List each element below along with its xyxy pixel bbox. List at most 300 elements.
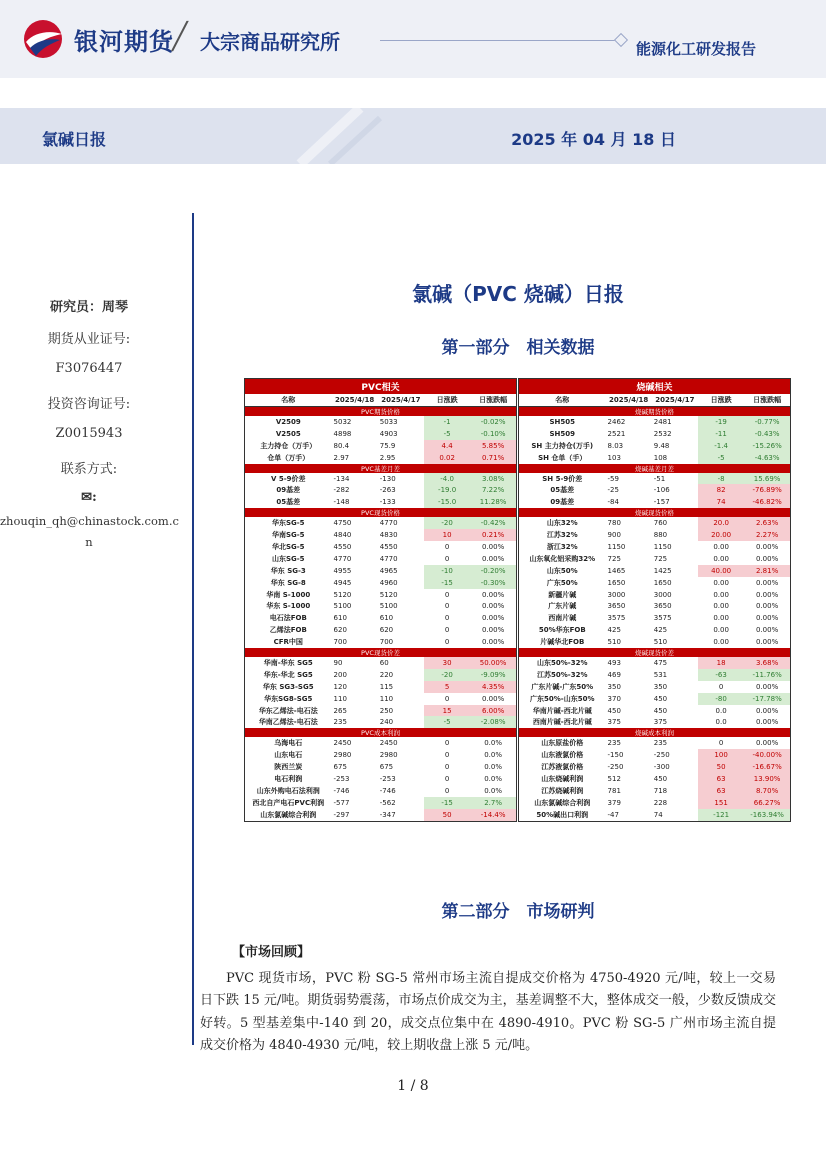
column-header: 日涨跌幅: [470, 394, 516, 407]
row-value: 0.00: [713, 638, 729, 647]
row-value: 3575: [607, 614, 626, 623]
row-value: 120: [333, 682, 347, 691]
page-header: [0, 0, 826, 78]
row-name: 华南-华东 SG5: [263, 658, 313, 667]
row-value: 0: [444, 763, 450, 772]
cert1-number: F3076447: [55, 361, 123, 376]
table-row: [245, 669, 517, 681]
group-header-row: [245, 728, 517, 737]
group-header: 烧碱现货价格: [519, 508, 791, 517]
row-value: 74: [698, 496, 744, 508]
group-header-row: [519, 508, 791, 517]
row-name: 江苏50%-32%: [537, 670, 588, 679]
row-value: 725: [653, 554, 668, 563]
row-value: 8.70%: [744, 785, 790, 797]
column-header: 名称: [519, 394, 606, 407]
table-row: [519, 529, 791, 541]
row-value: 350: [607, 682, 621, 691]
row-value: 0: [444, 694, 450, 703]
row-value: -15.26%: [744, 440, 790, 452]
row-value: 18: [698, 657, 744, 669]
row-name: 广东片碱-广东50%: [531, 682, 594, 691]
column-header: 日涨跌: [698, 394, 744, 407]
row-value: -253: [333, 774, 350, 783]
row-value: 250: [379, 706, 394, 715]
row-value: 0.00: [713, 626, 729, 635]
row-value: -0.30%: [470, 577, 516, 589]
row-value: 20.00: [698, 529, 744, 541]
table-row: [245, 428, 517, 440]
row-name: 江苏液氯价格: [541, 763, 584, 772]
row-value: 350: [653, 682, 668, 691]
column-header-row: [519, 394, 791, 407]
row-value: 469: [607, 670, 621, 679]
row-value: 700: [333, 638, 347, 647]
row-name: 05基差: [276, 498, 301, 507]
row-value: 0.00%: [755, 706, 779, 715]
row-name: 乌海电石: [274, 739, 303, 748]
row-name: 江苏32%: [546, 531, 578, 540]
row-name: 西南片碱-西北片碱: [532, 718, 592, 727]
table-row: [519, 669, 791, 681]
row-value: 0.00%: [481, 626, 505, 635]
table-row: [245, 749, 517, 761]
row-name: 山东电石: [274, 751, 303, 760]
row-value: 110: [379, 694, 394, 703]
row-value: -5: [698, 452, 744, 464]
row-value: 4955: [333, 566, 352, 575]
row-value: -16.67%: [744, 761, 790, 773]
diamond-ornament-icon: [614, 33, 628, 47]
row-value: 610: [333, 614, 347, 623]
row-value: -20: [424, 669, 470, 681]
table-row: [245, 716, 517, 728]
table-row: [519, 737, 791, 749]
title-band: [0, 108, 826, 164]
row-value: 2450: [379, 739, 398, 748]
row-value: -15: [424, 797, 470, 809]
table-row: [519, 452, 791, 464]
row-value: -2.08%: [470, 716, 516, 728]
row-value: 66.27%: [744, 797, 790, 809]
row-name: 乙烯法FOB: [269, 626, 307, 635]
row-value: 0: [444, 751, 450, 760]
row-value: 5032: [333, 417, 352, 426]
column-header-row: [245, 394, 517, 407]
report-type: 能源化工研发报告: [636, 40, 757, 58]
group-header: PVC现货价格: [245, 508, 517, 517]
row-value: 50: [698, 761, 744, 773]
group-header-row: [245, 464, 517, 473]
row-value: -0.10%: [470, 428, 516, 440]
table-row: [519, 657, 791, 669]
row-value: 5120: [333, 590, 352, 599]
row-value: -746: [333, 786, 350, 795]
row-value: -148: [333, 498, 350, 507]
row-name: 05基差: [550, 486, 575, 495]
row-value: 0.0: [715, 718, 727, 727]
row-value: 4903: [379, 429, 398, 438]
table-row: [519, 612, 791, 624]
row-value: 0.02: [424, 452, 470, 464]
group-header-row: [519, 648, 791, 657]
row-value: -11.76%: [744, 669, 790, 681]
row-name: SH 仓单（手）: [538, 453, 587, 462]
row-value: 0.0%: [484, 739, 503, 748]
row-name: 广东片碱: [548, 602, 577, 611]
column-header: 日涨跌: [424, 394, 470, 407]
row-name: 50%碱出口利润: [536, 810, 589, 819]
row-value: 235: [333, 718, 347, 727]
table-title-row: [245, 379, 517, 395]
group-header: PVC成本利润: [245, 728, 517, 737]
row-value: 675: [379, 763, 394, 772]
row-value: 0.00%: [755, 590, 779, 599]
row-value: 379: [607, 798, 621, 807]
row-value: 4770: [379, 519, 398, 528]
row-value: -40.00%: [744, 749, 790, 761]
row-value: 0: [718, 682, 724, 691]
row-value: 20.0: [698, 517, 744, 529]
row-value: 3575: [653, 614, 672, 623]
row-name: 华东 SG3-SG5: [262, 682, 314, 691]
row-value: 725: [607, 554, 621, 563]
row-value: 0.00%: [481, 614, 505, 623]
row-value: -47: [607, 810, 619, 819]
table-title: PVC相关: [245, 379, 517, 395]
row-value: -14.4%: [470, 809, 516, 821]
table-row: [245, 624, 517, 636]
row-value: -5: [424, 716, 470, 728]
row-name: 华东SG8-SG5: [264, 694, 313, 703]
table-row: [519, 440, 791, 452]
group-header: 烧碱期货价格: [519, 407, 791, 417]
row-value: 531: [653, 670, 668, 679]
row-value: -76.89%: [744, 484, 790, 496]
table-row: [245, 416, 517, 428]
group-header: PVC现货价差: [245, 648, 517, 657]
row-value: -9.09%: [470, 669, 516, 681]
row-value: -84: [607, 498, 619, 507]
email-line-1[interactable]: zhouqin_qh@chinastock.com.c: [0, 514, 179, 528]
row-value: 425: [653, 626, 668, 635]
email-line-2[interactable]: n: [85, 535, 93, 549]
row-value: 0.0%: [484, 774, 503, 783]
row-value: 700: [379, 638, 394, 647]
table-row: [245, 440, 517, 452]
row-name: 华南乙烯法-电石法: [258, 718, 318, 727]
row-name: 山东氯碱综合利润: [260, 810, 317, 819]
row-value: 620: [379, 626, 394, 635]
row-value: 375: [653, 718, 668, 727]
row-name: 山东液氯价格: [541, 751, 584, 760]
table-row: [519, 428, 791, 440]
row-value: 8.03: [607, 441, 624, 450]
row-value: 4830: [379, 531, 398, 540]
row-value: 0.00: [713, 578, 729, 587]
table-title-row: [519, 379, 791, 395]
row-value: 151: [698, 797, 744, 809]
group-header: 烧碱成本利润: [519, 728, 791, 737]
table-row: [519, 416, 791, 428]
table-row: [519, 809, 791, 821]
row-value: 0.00: [713, 542, 729, 551]
row-value: 4750: [333, 519, 352, 528]
row-value: 0.0%: [484, 751, 503, 760]
row-value: 1465: [607, 566, 626, 575]
row-name: 山东外购电石法利润: [256, 786, 320, 795]
row-value: 40.00: [698, 565, 744, 577]
row-value: 4965: [379, 566, 398, 575]
row-value: 2481: [653, 417, 672, 426]
row-value: 0.00%: [481, 694, 505, 703]
row-name: 西南片碱: [548, 614, 577, 623]
row-value: 1425: [653, 566, 672, 575]
report-date: 2025 年 04 月 18 日: [511, 130, 676, 149]
table-row: [519, 705, 791, 717]
row-value: -577: [333, 798, 350, 807]
row-value: -5: [424, 428, 470, 440]
table-row: [245, 541, 517, 553]
row-value: 2532: [653, 429, 672, 438]
table-row: [519, 749, 791, 761]
row-value: 0.00: [713, 590, 729, 599]
table-row: [519, 496, 791, 508]
row-name: 新疆片碱: [548, 590, 577, 599]
row-value: -25: [607, 486, 619, 495]
row-value: 0: [444, 554, 450, 563]
row-name: 华东 SG-8: [270, 578, 306, 587]
row-value: 0.00%: [755, 739, 779, 748]
table-row: [245, 737, 517, 749]
table-row: [519, 636, 791, 648]
group-header-row: [245, 648, 517, 657]
part2-heading: 第二部分 市场研判: [441, 902, 595, 922]
email-icon: ✉:: [81, 490, 97, 505]
group-header: 烧碱现货价差: [519, 648, 791, 657]
row-value: -20: [424, 517, 470, 529]
row-value: 760: [653, 519, 668, 528]
row-name: 山东氧化铝采购32%: [529, 554, 596, 563]
row-value: -59: [607, 474, 619, 483]
row-value: -19.0: [424, 484, 470, 496]
column-header: 名称: [245, 394, 332, 407]
column-header: 2025/4/17: [652, 394, 698, 407]
header-divider: ╱: [172, 22, 188, 52]
row-name: 山东50%: [546, 566, 578, 575]
table-row: [519, 473, 791, 485]
table-row: [245, 705, 517, 717]
table-row: [519, 600, 791, 612]
row-value: -562: [379, 798, 396, 807]
row-value: -17.78%: [744, 693, 790, 705]
row-value: 450: [607, 706, 621, 715]
row-name: 山东32%: [546, 519, 578, 528]
table-row: [519, 565, 791, 577]
row-value: -4.63%: [744, 452, 790, 464]
row-name: 电石法FOB: [269, 614, 307, 623]
row-value: 80.4: [333, 441, 350, 450]
table-row: [519, 517, 791, 529]
contact-label: 联系方式:: [60, 462, 118, 477]
row-value: 780: [607, 519, 621, 528]
row-value: 63: [698, 773, 744, 785]
row-name: 华东SG-5: [271, 519, 305, 528]
row-name: SH 主力持仓(万手): [531, 441, 594, 450]
row-value: 2980: [379, 751, 398, 760]
row-value: 1150: [607, 542, 626, 551]
row-value: 718: [653, 786, 668, 795]
row-value: 450: [653, 774, 668, 783]
row-value: 0.00%: [755, 718, 779, 727]
row-name: 华东 SG-3: [270, 566, 306, 575]
row-value: 108: [653, 453, 668, 462]
row-value: 74: [653, 810, 663, 819]
column-header: 2025/4/18: [332, 394, 378, 407]
row-value: 0.21%: [470, 529, 516, 541]
table-row: [245, 529, 517, 541]
row-value: 510: [653, 638, 668, 647]
row-value: 0.00: [713, 602, 729, 611]
row-value: 75.9: [379, 441, 396, 450]
row-value: 0: [444, 774, 450, 783]
row-value: 220: [379, 670, 394, 679]
row-value: 235: [607, 739, 621, 748]
row-value: 510: [607, 638, 621, 647]
market-review-paragraph: PVC 现货市场，PVC 粉 SG-5 常州市场主流自提成交价格为 4750-4920 元/吨，较上一交易日下跌 15 元/吨。期货弱势震荡，市场点价成交为主，基差调整不大，整体成交一般，少数反馈成交好转。5 型基差集中-140 到 20，成交点位集中在 4890-4910。PVC 粉 SG-5 广州市场主流自提成交价格为 4840-4930 元/吨，较上期收盘上涨 5 元/吨。: [200, 971, 776, 1054]
row-value: 0.00: [713, 554, 729, 563]
row-value: 0.00%: [481, 602, 505, 611]
galaxy-logo-icon: [22, 18, 64, 60]
row-value: 235: [653, 739, 668, 748]
row-name: 仓单（万手）: [267, 453, 310, 462]
row-value: -263: [379, 486, 396, 495]
row-name: 山东原盐价格: [541, 739, 584, 748]
row-value: -282: [333, 486, 350, 495]
row-value: 63: [698, 785, 744, 797]
cert2-number: Z0015943: [55, 426, 123, 441]
group-header-row: [245, 407, 517, 417]
row-value: -250: [607, 763, 624, 772]
row-value: 0: [444, 614, 450, 623]
row-value: 2521: [607, 429, 626, 438]
institute-name: 大宗商品研究所: [200, 30, 340, 54]
row-value: 900: [607, 531, 621, 540]
table-row: [519, 577, 791, 589]
table-row: [519, 761, 791, 773]
row-value: -300: [653, 763, 670, 772]
row-value: 0.0%: [484, 786, 503, 795]
row-value: 0.00%: [755, 602, 779, 611]
table-row: [245, 693, 517, 705]
table-row: [519, 693, 791, 705]
row-value: 4898: [333, 429, 352, 438]
row-value: 5120: [379, 590, 398, 599]
row-value: 620: [333, 626, 347, 635]
row-value: -0.42%: [470, 517, 516, 529]
row-value: 493: [607, 658, 621, 667]
row-value: 0.0%: [484, 763, 503, 772]
row-value: 0: [444, 626, 450, 635]
pvc-table: [244, 378, 517, 822]
row-value: 0.00%: [755, 614, 779, 623]
row-value: 0: [444, 542, 450, 551]
row-name: 华南片碱-西北片碱: [532, 706, 592, 715]
row-value: 880: [653, 531, 668, 540]
row-value: -63: [698, 669, 744, 681]
row-value: -15.0: [424, 496, 470, 508]
row-value: 15: [424, 705, 470, 717]
row-value: 610: [379, 614, 394, 623]
row-value: 5100: [333, 602, 352, 611]
row-value: 30: [424, 657, 470, 669]
row-value: 265: [333, 706, 347, 715]
row-value: 9.48: [653, 441, 670, 450]
row-value: -134: [333, 474, 350, 483]
row-value: 0: [444, 739, 450, 748]
table-row: [245, 681, 517, 693]
row-name: 华北SG-5: [271, 542, 305, 551]
row-value: 4550: [333, 542, 352, 551]
row-value: 425: [607, 626, 621, 635]
row-value: 4770: [333, 554, 352, 563]
group-header-row: [519, 728, 791, 737]
row-value: 4.35%: [470, 681, 516, 693]
row-value: 4945: [333, 578, 352, 587]
row-value: -106: [653, 486, 670, 495]
row-name: 江苏烧碱利润: [541, 786, 584, 795]
row-value: 5: [424, 681, 470, 693]
row-name: 09基差: [276, 486, 301, 495]
table-row: [519, 716, 791, 728]
table-row: [519, 773, 791, 785]
row-name: 浙江32%: [546, 542, 578, 551]
row-value: 370: [607, 694, 621, 703]
row-name: 华东-华北 SG5: [263, 670, 313, 679]
row-name: 陕西兰炭: [274, 763, 303, 772]
row-value: 4550: [379, 542, 398, 551]
row-value: 82: [698, 484, 744, 496]
row-value: 475: [653, 658, 668, 667]
row-value: 90: [333, 658, 343, 667]
row-value: 0.00%: [755, 542, 779, 551]
row-value: -253: [379, 774, 396, 783]
row-value: 0: [444, 602, 450, 611]
row-value: 2.7%: [470, 797, 516, 809]
row-name: 山东氯碱综合利润: [534, 798, 591, 807]
row-name: 片碱华北FOB: [540, 638, 585, 647]
row-value: 50: [424, 809, 470, 821]
row-name: SH505: [549, 417, 576, 426]
caustic-table: [518, 378, 791, 822]
row-value: 0.00%: [755, 554, 779, 563]
table-row: [245, 785, 517, 797]
row-value: -1: [424, 416, 470, 428]
column-header: 2025/4/18: [606, 394, 652, 407]
row-value: 512: [607, 774, 621, 783]
table-title: 烧碱相关: [519, 379, 791, 395]
row-value: 675: [333, 763, 347, 772]
table-row: [245, 657, 517, 669]
row-value: -0.77%: [744, 416, 790, 428]
table-row: [519, 589, 791, 601]
group-header-row: [519, 407, 791, 417]
row-value: -163.94%: [744, 809, 790, 821]
row-value: 1650: [653, 578, 672, 587]
table-row: [519, 624, 791, 636]
row-name: 华南SG-5: [271, 531, 305, 540]
row-value: 3650: [653, 602, 672, 611]
